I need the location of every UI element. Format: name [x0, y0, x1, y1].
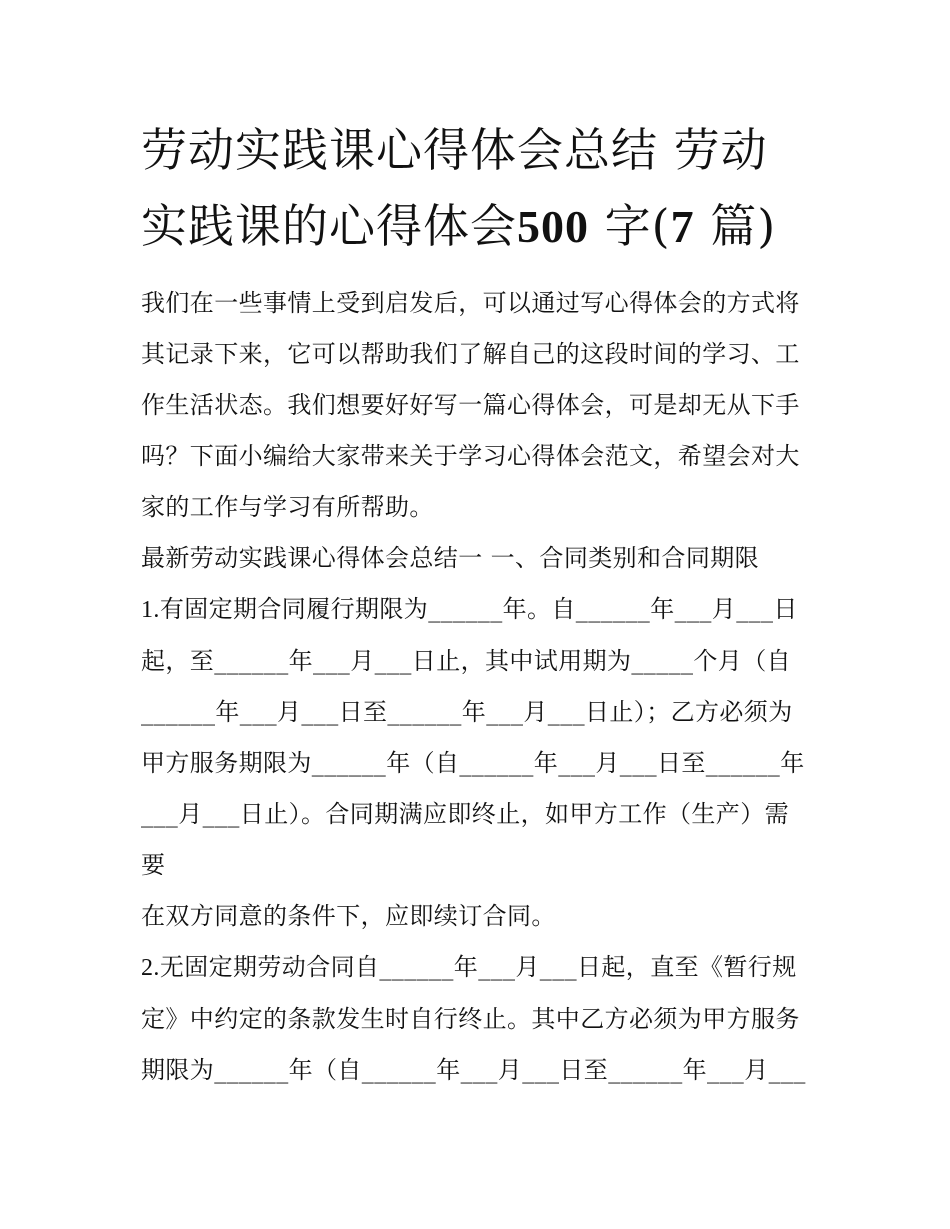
title-text-2: 字( [589, 199, 671, 253]
document-title [141, 112, 813, 265]
clause-1-number: 1. [141, 597, 160, 623]
clause-2-number: 2. [141, 955, 160, 981]
document-page [141, 112, 813, 1096]
title-text-3: 篇) [694, 199, 777, 253]
title-text: 劳动实践课心得体会总结 劳动实践课的心得体会 [141, 123, 768, 253]
clause-1 [141, 584, 813, 891]
section-heading: 最新劳动实践课心得体会总结一 一、合同类别和合同期限 [141, 544, 760, 572]
clause-1-text: 有固定期合同履行期限为______年。自______年___月___日起，至______年___月___日止，其中试用期为_____个月（自______年___月___日至______年___月___日止）；乙方必须为甲方服务期限为______年（自______年___月___日至______年___月___日止）。合同期满应即终止，如甲方工作（生产）需要 [141, 595, 805, 879]
clause-1-continuation: 在双方同意的条件下，应即续订合同。 [141, 902, 556, 930]
clause-2 [141, 942, 813, 1096]
intro-paragraph: 我们在一些事情上受到启发后，可以通过写心得体会的方式将其记录下来，它可以帮助我们了解自己的这段时间的学习、工作生活状态。我们想要好好写一篇心得体会，可是却无从下手吗？下面小编给大家带来关于学习心得体会范文，希望会对大家的工作与学习有所帮助。 [141, 289, 800, 521]
document-body [141, 278, 813, 1096]
title-word-count: 500 [517, 201, 589, 252]
clause-2-text: 无固定期劳动合同自______年___月___日起，直至《暂行规定》中约定的条款发生时自行终止。其中乙方必须为甲方服务期限为______年（自______年___月___日至______年___月___ [141, 953, 806, 1084]
title-article-count: 7 [670, 201, 695, 252]
